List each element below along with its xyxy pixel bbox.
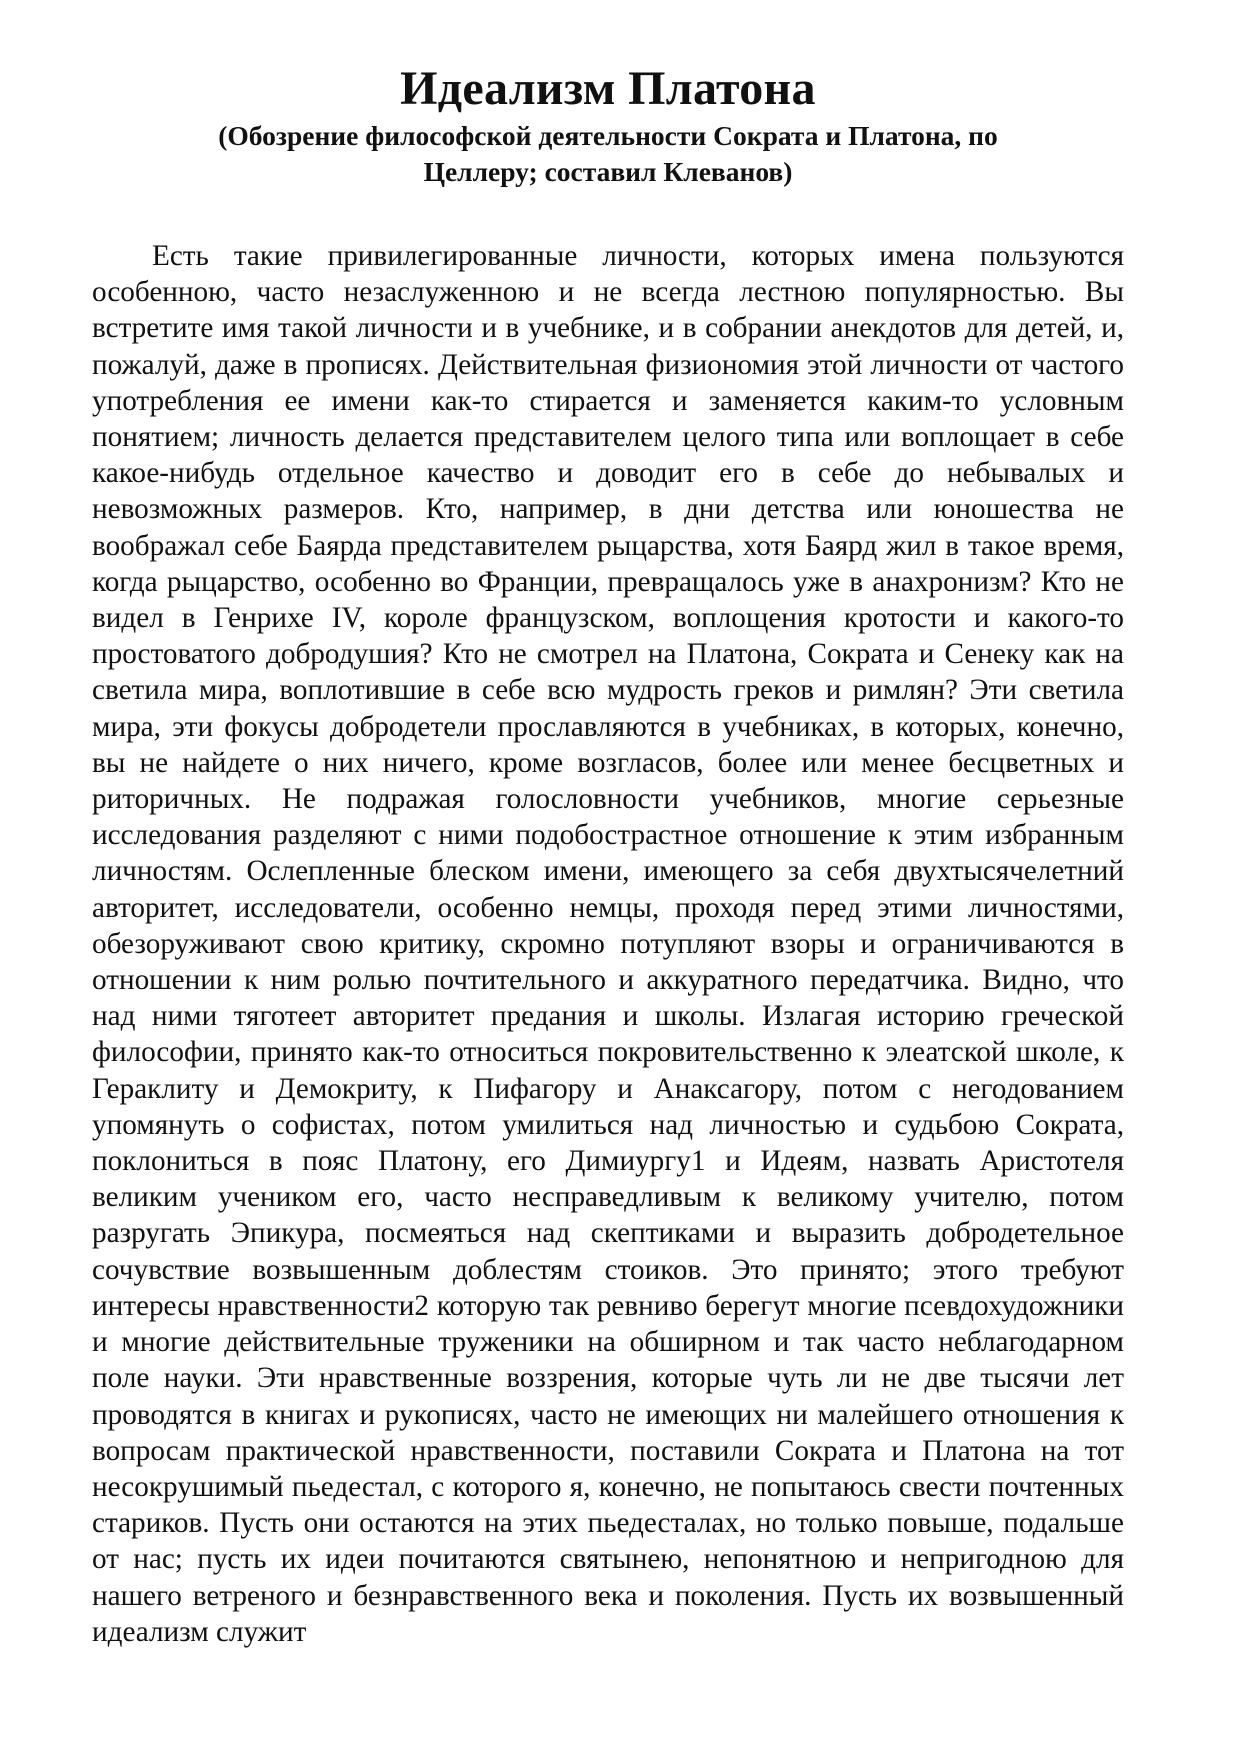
document-subtitle: (Обозрение философской деятельности Сократа и Платона, по Целлеру; составил Клеванов) (218, 120, 998, 187)
body-paragraph: Есть такие привилегированные личности, которых имена пользуются особенною, часто незаслуженною и не всегда лестною популярностью. Вы встретите имя такой личности и в учебнике, и в собрании анекдотов для детей, и, пожалуй, даже в прописях. Действительная физиономия этой личности от частого употребления ее имени как-то стирается и заменяется каким-то условным понятием; личность делается представителем целого типа или воплощает в себе какое-нибудь отдельное качество и доводит его в себе до небывалых и невозможных размеров. Кто, например, в дни детства или юношества не воображал себе Баярда представителем рыцарства, хотя Баярд жил в такое время, когда рыцарство, особенно во Франции, превращалось уже в анахронизм? Кто не видел в Генрихе IV, короле французском, воплощения кротости и какого-то простоватого добродушия? Кто не смотрел на Платона, Сократа и Сенеку как на светила мира, воплотившие в себе всю мудрость греков и римлян? Эти светила мира, эти фокусы добродетели прославляются в учебниках, в которых, конечно, вы не найдете о них ничего, кроме возгласов, более или менее бесцветных и риторичных. Не подражая голословности учебников, многие серьезные исследования разделяют с ними подобострастное отношение к этим избранным личностям. Ослепленные блеском имени, имеющего за себя двухтысячелетний авторитет, исследователи, особенно немцы, проходя перед этими личностями, обезоруживают свою критику, скромно потупляют взоры и ограничиваются в отношении к ним ролью почтительного и аккуратного передатчика. Видно, что над ними тяготеет авторитет предания и школы. Излагая историю греческой философии, принято как-то относиться покровительственно к элеатской школе, к Гераклиту и Демокриту, к Пифагору и Анаксагору, потом с негодованием упомянуть о софистах, потом умилиться над личностью и судьбою Сократа, поклониться в пояс Платону, его Димиургу1 и Идеям, назвать Аристотеля великим учеником его, часто несправедливым к великому учителю, потом разругать Эпикура, посмеяться над скептиками и выразить добродетельное сочувствие возвышенным доблестям стоиков. Это принято; этого требуют интересы нравственности2 которую так ревниво берегут многие псевдохудожники и многие действительные труженики на обширном и так часто неблагодарном поле науки. Эти нравственные воззрения, которые чуть ли не две тысячи лет проводятся в книгах и рукописях, часто не имеющих ни малейшего отношения к вопросам практической нравственности, поставили Сократа и Платона на тот несокрушимый пьедестал, с которого я, конечно, не попытаюсь свести почтенных стариков. Пусть они остаются на этих пьедесталах, но только повыше, подальше от нас; пусть их идеи почитаются святынею, непонятною и непригодною для нашего ветреного и безнравственного века и поколения. Пусть их возвышенный идеализм служит (92, 240, 1124, 1648)
document-page (92, 60, 1124, 1679)
document-title: Идеализм Платона (400, 62, 816, 115)
